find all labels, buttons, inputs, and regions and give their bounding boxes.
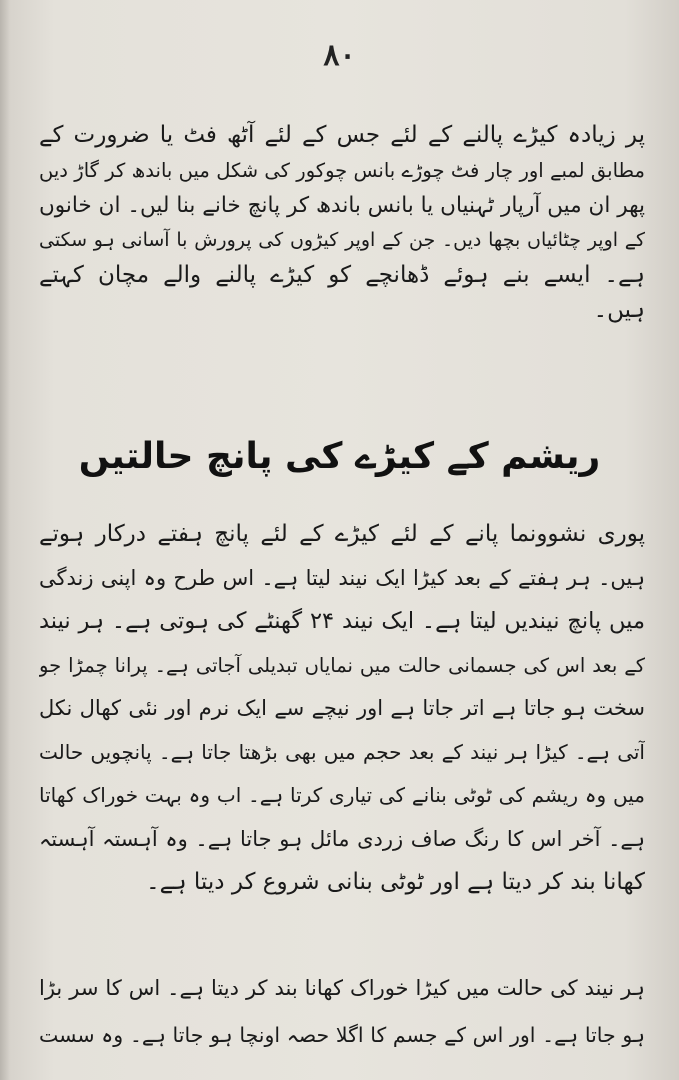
text-line: ہر نیند کی حالت میں کیڑا خوراک کھانا بند کر دیتا ہے۔ اس کا سر بڑا <box>39 976 645 1000</box>
text-line: ہے۔ ایسے بنے ہوئے ڈھانچے کو کیڑے پالنے والے مچان کہتے <box>39 262 645 288</box>
page-number: ۸۰ <box>323 38 356 73</box>
text-line: پر زیادہ کیڑے پالنے کے لئے جس کے لئے آٹھ فٹ یا ضرورت کے <box>39 122 645 148</box>
section-heading: ریشم کے کیڑے کی پانچ حالتیں <box>78 436 601 477</box>
text-line: کھانا بند کر دیتا ہے اور ٹوٹی بنانی شروع کر دیتا ہے۔ <box>146 869 645 895</box>
text-line: ہیں۔ ہر ہفتے کے بعد کیڑا ایک نیند لیتا ہے۔ اس طرح وہ اپنی زندگی <box>39 565 645 590</box>
text-line: ہے۔ آخر اس کا رنگ صاف زردی مائل ہو جاتا ہے۔ وہ آہستہ آہستہ <box>39 826 645 851</box>
text-line: پوری نشوونما پانے کے لئے کیڑے کے لئے پانچ ہفتے درکار ہوتے <box>39 521 645 547</box>
scan-shadow-edge <box>0 0 10 1080</box>
paragraph-1 <box>39 118 645 328</box>
text-line: ہو جاتا ہے۔ اور اس کے جسم کا اگلا حصہ اونچا ہو جاتا ہے۔ وہ سست <box>39 1023 645 1047</box>
text-line: میں پانچ نیندیں لیتا ہے۔ ایک نیند ۲۴ گھنٹے کی ہوتی ہے۔ ہر نیند <box>39 608 645 634</box>
text-line: مطابق لمبے اور چار فٹ چوڑے بانس چوکور کی شکل میں باندھ کر گاڑ دیں <box>39 159 645 182</box>
text-line: ہیں۔ <box>593 297 645 323</box>
text-line: آتی ہے۔ کیڑا ہر نیند کے بعد حجم میں بھی بڑھتا جاتا ہے۔ پانچویں حالت <box>39 739 645 764</box>
text-line: میں وہ ریشم کی ٹوٹی بنانے کی تیاری کرتا ہے۔ اب وہ بہت خوراک کھاتا <box>39 783 645 807</box>
text-line: کے اوپر چٹائیاں بچھا دیں۔ جن کے اوپر کیڑوں کی پرورش با آسانی ہو سکتی <box>39 229 645 251</box>
paragraph-2 <box>39 513 645 905</box>
paragraph-3 <box>39 965 645 1059</box>
text-line: کے بعد اس کی جسمانی حالت میں نمایاں تبدیلی آجاتی ہے۔ پرانا چمڑا جو <box>39 653 645 677</box>
text-line: پھر ان میں آرپار ٹہنیاں یا بانس باندھ کر پانچ خانے بنا لیں۔ ان خانوں <box>39 193 645 218</box>
text-line: سخت ہو جاتا ہے اتر جاتا ہے اور نیچے سے ایک نرم اور نئی کھال نکل <box>39 696 645 720</box>
